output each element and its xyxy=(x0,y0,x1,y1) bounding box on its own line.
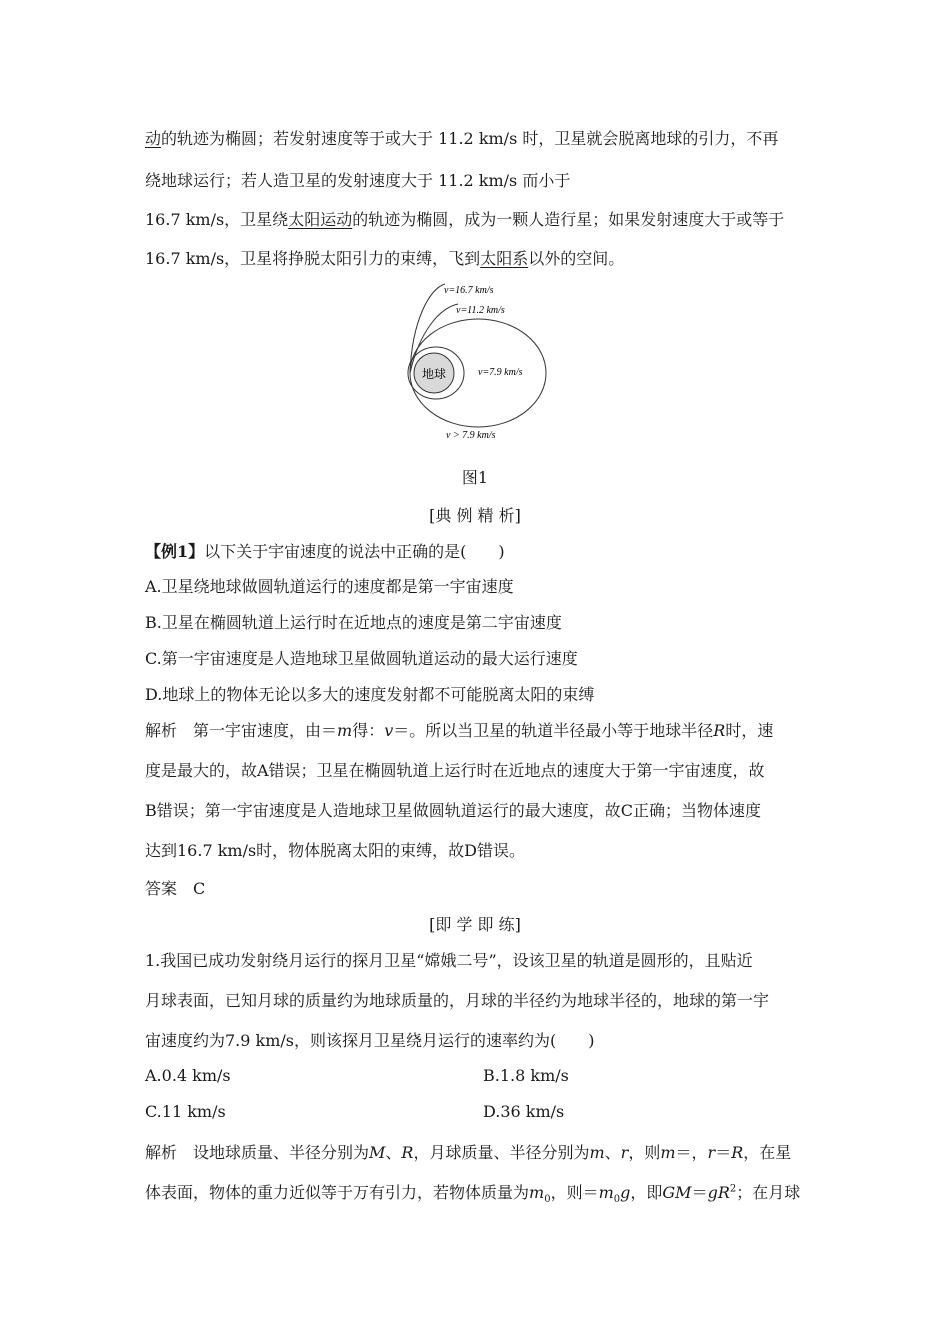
text: 16.7 km/s，卫星绕 xyxy=(145,210,289,229)
text: ，则 xyxy=(628,1143,661,1162)
text: ＝ xyxy=(715,1143,732,1162)
text: 时，速 xyxy=(725,721,774,740)
text: 解析 设地球质量、半径分别为 xyxy=(145,1143,370,1162)
analysis-line4: 达到16.7 km/s时，物体脱离太阳的束缚，故D错误。 xyxy=(145,841,526,860)
analysis-line1 xyxy=(145,718,815,741)
text: 16.7 km/s，卫星将挣脱太阳引力的束缚，飞到 xyxy=(145,249,481,268)
underlined-term: 太阳运动 xyxy=(288,210,353,229)
text: 体表面，物体的重力近似等于万有引力，若物体质量为 xyxy=(145,1183,530,1202)
exercise-analysis-line1 xyxy=(145,1140,815,1163)
para1-line2: 绕地球运行；若人造卫星的发射速度大于 11.2 km/s 而小于 xyxy=(145,171,571,190)
text: ；在月球 xyxy=(736,1183,801,1202)
var: R xyxy=(401,1143,414,1162)
para1-line1 xyxy=(145,126,815,149)
var: g xyxy=(620,1183,631,1202)
option-a: A.0.4 km/s xyxy=(145,1066,231,1085)
text: 以外的空间。 xyxy=(528,249,625,268)
superscript: 2 xyxy=(729,1183,737,1195)
label-v-16-7: v=16.7 km/s xyxy=(444,285,494,296)
var: GM xyxy=(662,1183,692,1202)
exercise-line3: 宙速度约为7.9 km/s，则该探月卫星绕月运行的速率约为( ) xyxy=(145,1031,595,1050)
text: ，月球质量、半径分别为 xyxy=(413,1143,590,1162)
section-heading-practice: [即 学 即 练] xyxy=(429,915,521,934)
option-d: D.地球上的物体无论以多大的速度发射都不可能脱离太阳的束缚 xyxy=(145,685,595,704)
text: 解析 第一宇宙速度，由＝ xyxy=(145,721,338,740)
text: 的轨迹为椭圆；若发射速度等于或大于 11.2 km/s 时，卫星就会脱离地球的引力，不再 xyxy=(161,129,779,148)
var: r xyxy=(620,1143,629,1162)
option-a: A.卫星绕地球做圆轨道运行的速度都是第一宇宙速度 xyxy=(145,577,514,596)
exercise-options-row2 xyxy=(145,1102,815,1121)
text: ，则＝ xyxy=(550,1183,599,1202)
para1-line3 xyxy=(145,207,815,230)
underlined-term: 动 xyxy=(145,129,162,148)
analysis-line3: B错误；第一宇宙速度是人造地球卫星做圆轨道运行的最大速度，故C正确；当物体速度 xyxy=(145,801,762,820)
exercise-line2: 月球表面，已知月球的质量约为地球质量的，月球的半径约为地球半径的，地球的第一宇 xyxy=(145,991,770,1010)
text: 、 xyxy=(604,1143,621,1162)
text: 、 xyxy=(385,1143,402,1162)
figure-caption: 图1 xyxy=(461,468,489,487)
text: ，即 xyxy=(630,1183,663,1202)
label-v-gt-7-9: v > 7.9 km/s xyxy=(446,430,496,441)
orbit-diagram xyxy=(400,280,570,445)
option-c: C.11 km/s xyxy=(145,1102,226,1121)
subscript: 0 xyxy=(613,1194,621,1206)
var: m xyxy=(598,1183,614,1202)
var: r xyxy=(707,1143,716,1162)
subscript: 0 xyxy=(544,1194,551,1206)
section-heading-examples: [典 例 精 析] xyxy=(429,506,521,525)
var: gR xyxy=(707,1183,730,1202)
text: ，在星 xyxy=(743,1143,792,1162)
label-v-7-9: v=7.9 km/s xyxy=(478,367,523,378)
option-b: B.卫星在椭圆轨道上运行时在近地点的速度是第二宇宙速度 xyxy=(145,613,562,632)
text: ＝， xyxy=(675,1143,708,1162)
exercise-options-row1 xyxy=(145,1066,815,1085)
text: ＝。所以当卫星的轨道半径最小等于地球半径 xyxy=(393,721,714,740)
var: v xyxy=(384,721,394,740)
var: m xyxy=(337,721,353,740)
option-d: D.36 km/s xyxy=(483,1102,565,1121)
exercise-analysis-line2 xyxy=(145,1180,815,1205)
var: M xyxy=(369,1143,386,1162)
text: 的轨迹为椭圆，成为一颗人造行星；如果发射速度大于或等于 xyxy=(352,210,785,229)
example-tag: 【例1】 xyxy=(145,542,205,561)
exercise-line1: 1.我国已成功发射绕月运行的探月卫星“嫦娥二号”，设该卫星的轨道是圆形的，且贴近 xyxy=(145,951,753,970)
answer: 答案 C xyxy=(145,879,206,898)
var: m xyxy=(529,1183,545,1202)
analysis-line2: 度是最大的，故A错误；卫星在椭圆轨道上运行时在近地点的速度大于第一宇宙速度，故 xyxy=(145,761,765,780)
var: R xyxy=(713,721,726,740)
para1-line4 xyxy=(145,246,815,269)
text: 以下关于宇宙速度的说法中正确的是( ) xyxy=(204,542,505,561)
text: 得： xyxy=(352,721,385,740)
text: ＝ xyxy=(691,1183,708,1202)
option-b: B.1.8 km/s xyxy=(483,1066,569,1085)
var: m xyxy=(660,1143,676,1162)
option-c: C.第一宇宙速度是人造地球卫星做圆轨道运动的最大运行速度 xyxy=(145,649,578,668)
var: m xyxy=(589,1143,605,1162)
example-question xyxy=(145,539,815,562)
var: R xyxy=(731,1143,744,1162)
earth-label: 地球 xyxy=(421,367,447,381)
underlined-term: 太阳系 xyxy=(480,249,529,268)
label-v-11-2: v=11.2 km/s xyxy=(456,305,505,316)
